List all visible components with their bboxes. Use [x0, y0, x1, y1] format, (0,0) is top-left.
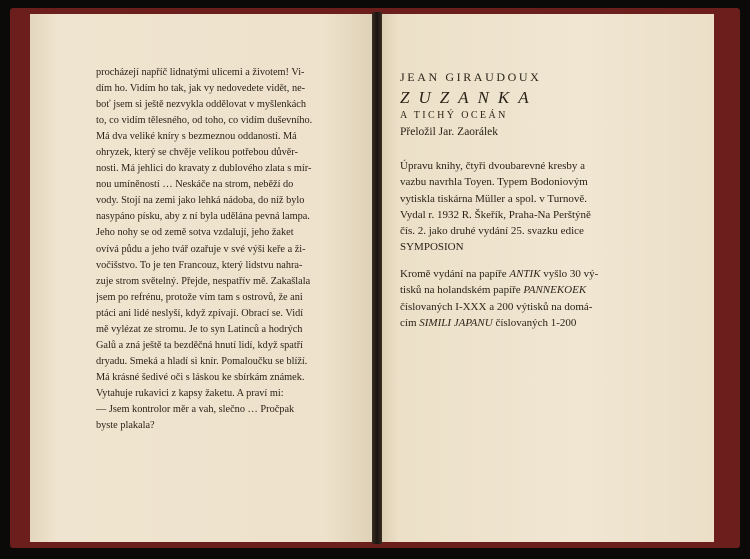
text-line: nou umíněností … Neskáče na strom, neběží do — [96, 179, 294, 191]
colophon-line: Úpravu knihy, čtyři dvoubarevné kresby a — [400, 160, 586, 172]
edition-text: Kromě vydání na papíře — [400, 268, 510, 280]
text-line: ohryzek, který se chvěje velikou potřebou důvěr- — [96, 147, 298, 159]
colophon-line: vytiskla tiskárna Müller a spol. v Turnově. — [400, 192, 587, 205]
edition-line: číslovaných I-XXX a 200 výtisků na domá- — [400, 300, 593, 313]
edition-text: tisků na holandském papíře — [400, 284, 524, 297]
colophon-line: Vydal r. 1932 R. Škeřík, Praha-Na Perštýně — [400, 208, 591, 221]
left-page-text — [96, 65, 358, 434]
colophon-line: čís. 2. jako druhé vydání 25. svazku edice — [400, 225, 584, 238]
text-line: ovívá půdu a jeho tvář ozařuje v své výši keře a ži- — [96, 243, 306, 255]
edition-text: číslovaných 1-200 — [492, 316, 577, 329]
text-line: vody. Stojí na zemi jako lehká nádoba, do níž bylo — [96, 195, 305, 207]
text-line: dím ho. Vidím ho tak, jak vy nedovedete vidět, ne- — [96, 83, 306, 95]
text-line: nasypáno písku, aby z ní byla udělána pevná lampa. — [96, 211, 310, 223]
paper-name: PANNEKOEK — [523, 284, 587, 297]
text-line: Galů a zná ještě ta bezděčná hnutí lidí, když spatří — [96, 339, 304, 351]
text-line: procházejí napříč lidnatými ulicemi a životem! Vi- — [96, 67, 305, 78]
edition-line — [400, 266, 670, 282]
text-line: Vytahuje rukavici z kapsy žaketu. A praví mi: — [96, 387, 284, 399]
text-line: zuje strom světelný. Přejde, nespatřív mě. Zakašlala — [96, 275, 311, 287]
paper-name: ANTIK — [509, 268, 541, 280]
text-line: to, co vidím tělesného, od toho, co vidím duševního. — [96, 115, 313, 127]
colophon — [400, 158, 670, 256]
text-line: Jeho nohy se od země sotva vzdalují, jeho žaket — [96, 227, 294, 239]
edition-line — [400, 282, 670, 298]
colophon-line: vazbu navrhla Toyen. Typem Bodoniovým — [400, 176, 588, 189]
text-line: — Jsem kontrolor měr a vah, slečno … Pročpak — [96, 403, 295, 415]
colophon-line: SYMPOSION — [400, 241, 464, 254]
book-title: ZUZANKA — [400, 88, 538, 107]
text-line: vočišstvo. To je ten Francouz, který lidstvu nahra- — [96, 259, 303, 271]
edition-line — [400, 315, 670, 331]
book-subtitle: A TICHÝ OCEÁN — [400, 110, 508, 121]
edition-text: cím — [400, 316, 420, 329]
paper-name: SIMILI JAPANU — [419, 316, 493, 329]
text-line: boť jsem si ještě nezvykla oddělovat v myšlenkách — [96, 99, 307, 111]
text-line: Má dva veliké kníry s bezmeznou oddaností. Má — [96, 131, 297, 143]
text-line: jsem po refrénu, protože vím tam s ostrovů, že ani — [96, 291, 303, 303]
text-line: ptáci ani lidé neslyší, když zpívají. Obrací se. Vidí — [96, 307, 304, 319]
edition-text: vyšlo 30 vý- — [540, 268, 599, 280]
book-author: JEAN GIRAUDOUX — [400, 70, 542, 84]
translator-credit: Přeložil Jar. Zaorálek — [400, 126, 499, 138]
edition-note — [400, 266, 670, 331]
text-line: mě vylézat ze stromu. Je to syn Latinců a hodrých — [96, 323, 303, 335]
text-line: nosti. Má jehlici do kravaty z dublového zlata s mír- — [96, 163, 312, 175]
book-gutter — [372, 12, 382, 544]
text-line: Má krásné šedivé oči s láskou ke sbírkám známek. — [96, 371, 305, 383]
text-line: byste plakala? — [96, 420, 155, 432]
text-line: dryadu. Smeká a hladí si knír. Pomaloučku se blíží. — [96, 355, 308, 367]
